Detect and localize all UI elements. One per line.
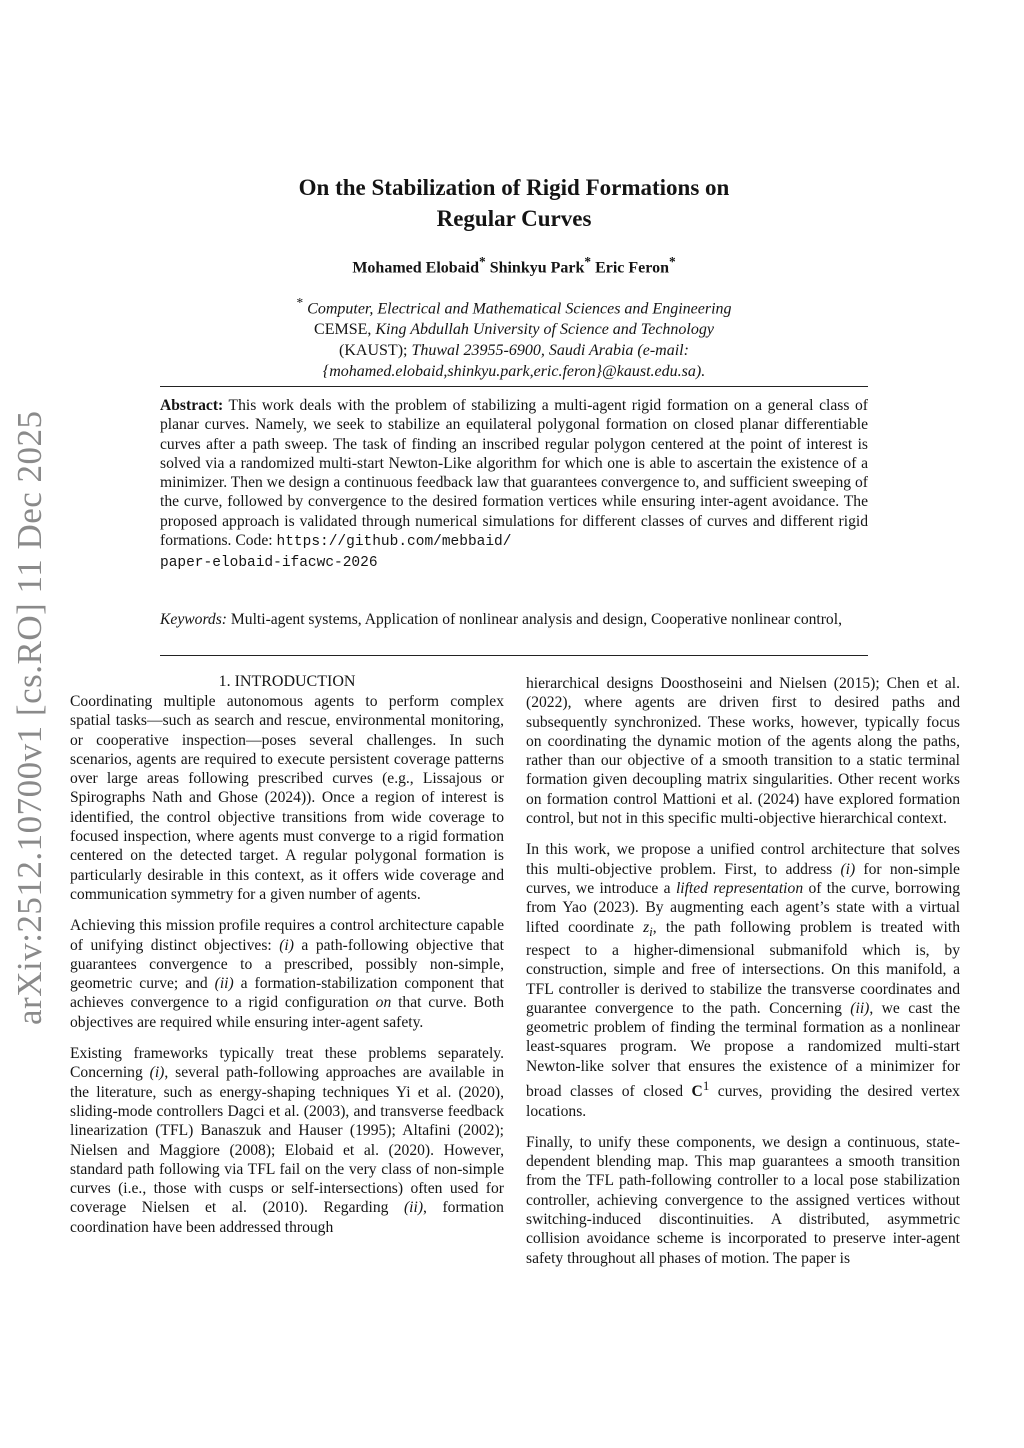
abstract — [160, 396, 868, 574]
section-heading: 1. INTRODUCTION — [218, 673, 356, 690]
abstract-top-rule — [160, 386, 868, 387]
paragraph: Achieving this mission profile requires a control architecture capable of unifying distinct objectives: (i) a path-following objective that guarantees convergence to a prescribed, possibly non-simple, geometric curve; and (ii) a formation-stabilization component that achieves convergence to a rigid configuration on that curve. Both objectives are required while ensuring inter-agent safety. — [70, 917, 504, 1031]
affil-line-2: King Abdullah University of Science and Technology — [375, 321, 714, 339]
code-link-1[interactable]: https://github.com/mebbaid/ — [276, 534, 512, 551]
arxiv-identifier: arXiv:2512.10700v1 [cs.RO] 11 Dec 2025 — [10, 410, 49, 1025]
paragraph: Existing frameworks typically treat these problems separately. Concerning (i), several path-following approaches are available in the literature, such as energy-shaping techniques Yi et al. (2020), sliding-mode controllers Dagci et al. (2003), and transverse feedback linearization (TFL) Banaszuk and Hauser (1995); Altafini (2002); Nielsen and Maggiore (2008); Elobaid et al. (2020). However, standard path following via TFL fail on the very class of non-simple curves (i.e., those with cusps or self-intersections) often used for coverage Nielsen et al. (2010). Regarding (ii), formation coordination have been addressed through — [70, 1045, 504, 1236]
author-2: Shinkyu Park — [489, 259, 585, 277]
paragraph: Finally, to unify these components, we design a continuous, state-dependent blending map. This map guarantees a smooth transition from the TFL path-following controller to a local pose stabilization controller, achieving convergence to the assigned vertices without switching-induced discontinuities. A distributed, asymmetric collision avoidance scheme is incorporated to preserve inter-agent safety throughout all phases of motion. The paper is — [526, 1133, 960, 1267]
affil-mark: * — [584, 254, 592, 269]
affil-mark: * — [668, 254, 676, 269]
left-column — [70, 692, 504, 1249]
paper-title — [160, 172, 868, 234]
author-3: Eric Feron — [595, 259, 669, 277]
code-link-2[interactable]: paper-elobaid-ifacwc-2026 — [160, 555, 378, 572]
paragraph: In this work, we propose a unified control architecture that solves this multi-objective problem. First, to address (i) for non-simple curves, we introduce a lifted representation of the curve, borrowing from Yao (2023). By augmenting each agent’s state with a virtual lifted coordinate $z_i$, the path following problem is treated with respect to a higher-dimensional submanifold which is, by construction, simple and free of intersections. On this manifold, a TFL controller is derived to stabilize the transverse coordinates and guarantee convergence to the path. Concerning (ii), we cast the geometric problem of finding the terminal formation as a nonlinear least-squares program. We propose a randomized multi-start Newton-like solver that ensures the existence of a minimizer for broad classes of closed $C^1$ curves, providing the desired vertex locations. — [526, 841, 961, 1120]
right-column — [526, 674, 960, 1280]
title-line-1: On the Stabilization of Rigid Formations on — [298, 175, 730, 200]
keywords-label: Keywords: — [160, 611, 227, 628]
affil-mark: * — [296, 295, 304, 310]
author-list — [160, 254, 868, 277]
affil-line-1: Computer, Electrical and Mathematical Sciences and Engineering — [307, 300, 732, 318]
affiliation — [160, 292, 868, 382]
title-line-2: Regular Curves — [436, 206, 592, 231]
affil-line-3-prefix: (KAUST); — [339, 342, 408, 360]
paragraph: Coordinating multiple autonomous agents to perform complex spatial tasks—such as search and rescue, environmental monitoring, or cooperative inspection—poses several challenges. In such scenarios, agents are required to execute persistent coverage patterns over large areas following prescribed curves (e.g., Lissajous or Spirographs Nath and Ghose (2024)). Once a region of interest is identified, the control objective transitions from wide coverage to focused inspection, where agents must converge to a rigid formation centered on the detected target. A regular polygonal formation is particularly desirable in this context, as it offers wide coverage and communication symmetry for a given number of agents. — [70, 693, 504, 903]
affil-mark: * — [479, 254, 486, 269]
abstract-text: This work deals with the problem of stabilizing a multi-agent rigid formation on a general class of planar curves. Namely, we seek to stabilize an equilateral polygonal formation on closed planar differentiable curves after a path sweep. The task of finding an inscribed regular polygon centered at the point of interest is solved via a randomized multi-start Newton-Like algorithm for which one is able to ascertain the existence of a minimizer. Then we design a continuous feedback law that guarantees convergence to, and sufficient sweeping of the curve, followed by convergence to the desired formation vertices while ensuring inter-agent avoidance. The proposed approach is validated through numerical simulations for different classes of curves and different rigid formations. Code: — [160, 397, 868, 550]
paragraph: hierarchical designs Doosthoseini and Nielsen (2015); Chen et al. (2022), where agents are driven first to desired paths and subsequently synchronized. These works, however, typically focus on coordinating the dynamic motion of the agents along the paths, rather than our objective of a smooth transition to a static terminal formation given decoupling matrix singularities. Other recent works on formation control Mattioni et al. (2024) have explored formation control, but not in this specific multi-objective hierarchical context. — [526, 675, 960, 828]
keywords — [160, 610, 868, 629]
abstract-bottom-rule — [160, 655, 868, 656]
affil-line-3: Thuwal 23955-6900, Saudi Arabia (e-mail: — [411, 342, 689, 360]
author-1: Mohamed Elobaid — [352, 259, 480, 277]
affil-email: {mohamed.elobaid,shinkyu.park,eric.feron}@kaust.edu.sa). — [322, 363, 706, 381]
abstract-label: Abstract: — [160, 397, 224, 414]
keywords-text: Multi-agent systems, Application of nonlinear analysis and design, Cooperative nonlinear control, — [230, 611, 842, 628]
affil-line-2-prefix: CEMSE, — [314, 321, 372, 339]
